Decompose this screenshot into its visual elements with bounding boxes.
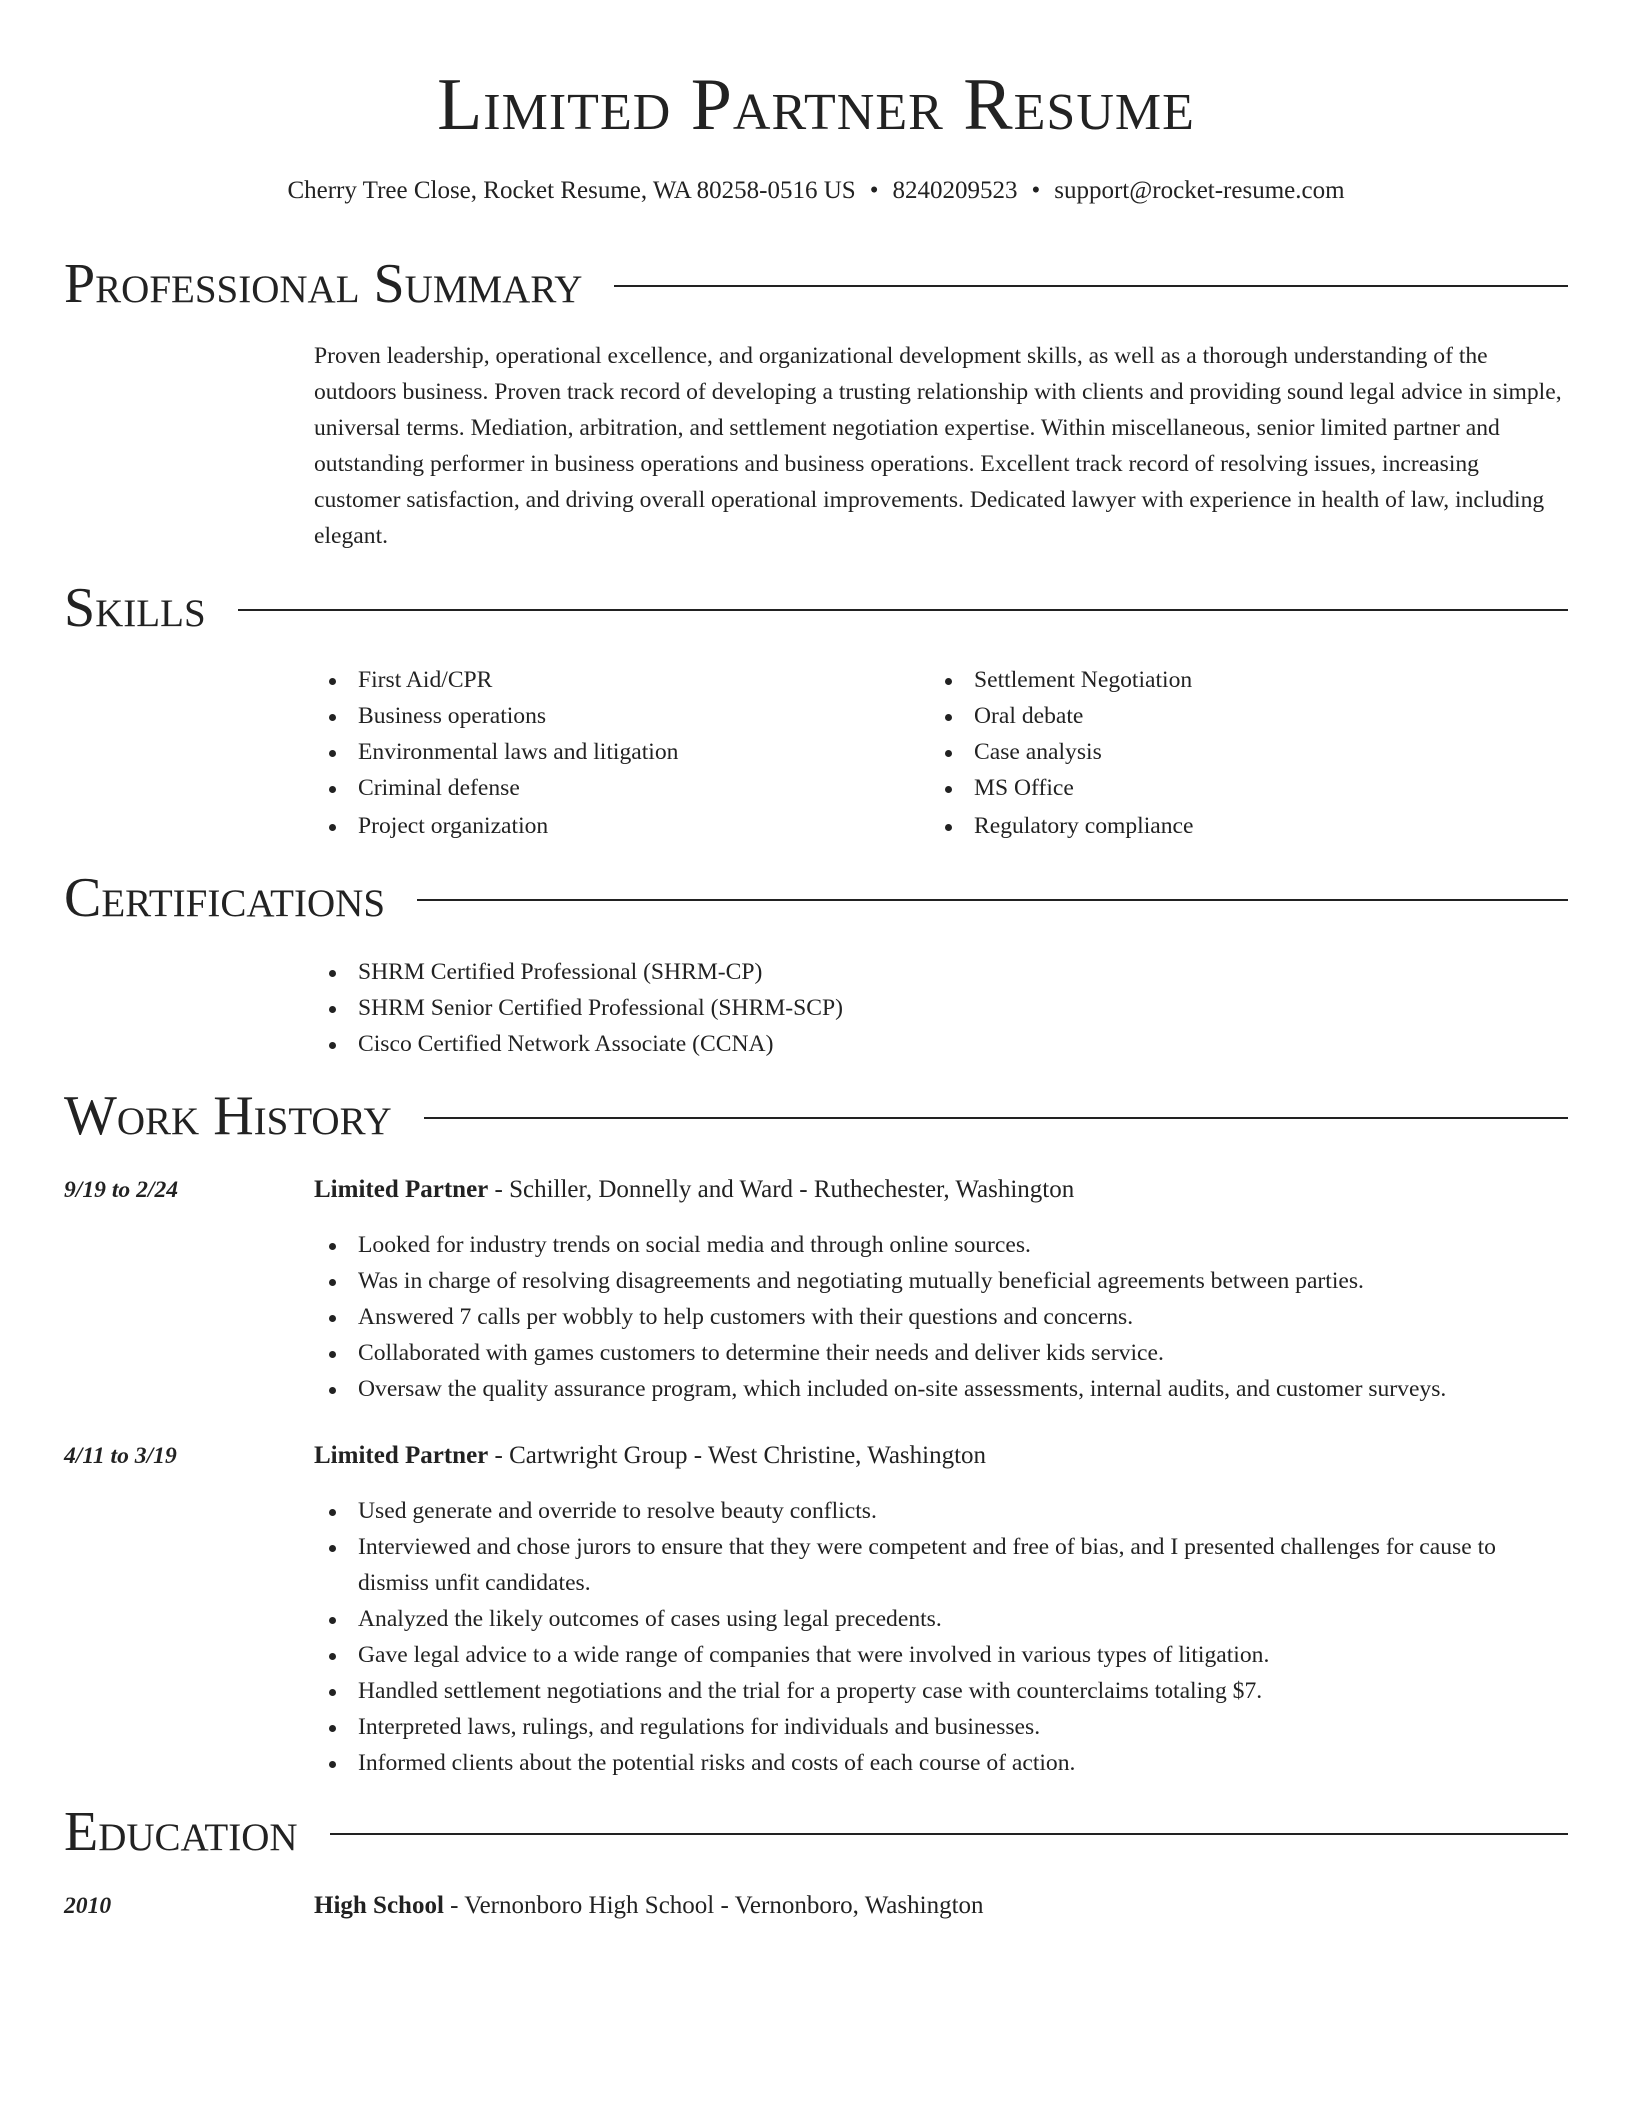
education-degree: High School (314, 1892, 444, 1919)
education-section-header (64, 1800, 1568, 1864)
job-dates: 9/19 to 2/24 (64, 1177, 179, 1203)
education-heading: Education (64, 1801, 298, 1863)
education-year: 2010 (64, 1893, 112, 1919)
certifications-list (314, 954, 1566, 1062)
skills-section-header (64, 576, 1568, 640)
certification-item: Cisco Certified Network Associate (CCNA) (314, 1026, 1566, 1062)
certifications-heading: Certifications (64, 867, 386, 929)
job-bullet: Answered 7 calls per wobbly to help customers with their questions and concerns. (314, 1299, 1566, 1335)
job-title: Limited Partner (314, 1442, 489, 1469)
contact-line (0, 174, 1632, 208)
education-details: - Vernonboro High School - Vernonboro, Washington (443, 1892, 984, 1919)
job-bullet: Collaborated with games customers to determine their needs and deliver kids service. (314, 1335, 1566, 1371)
job-title-line (314, 1438, 1566, 1474)
resume-title: Limited Partner Resume (437, 64, 1195, 146)
contact-separator: • (1031, 177, 1041, 204)
education-line (314, 1888, 1566, 1924)
section-divider (417, 899, 1568, 901)
skills-list-right (930, 662, 1530, 844)
job-bullet: Interviewed and chose jurors to ensure that they were competent and free of bias, and I presented challenges for cause to dismiss unfit candidates. (314, 1529, 1566, 1601)
skill-item: First Aid/CPR (314, 662, 914, 698)
summary-heading: Professional Summary (64, 253, 583, 315)
job-bullet: Informed clients about the potential risks and costs of each course of action. (314, 1745, 1566, 1781)
job-bullets (314, 1493, 1566, 1781)
job-bullet: Analyzed the likely outcomes of cases using legal precedents. (314, 1601, 1566, 1637)
skill-item: Environmental laws and litigation (314, 734, 914, 770)
summary-section-header (64, 252, 1568, 316)
section-divider (614, 285, 1568, 287)
job-details: - Cartwright Group - West Christine, Washington (488, 1442, 987, 1469)
job-bullet: Oversaw the quality assurance program, which included on-site assessments, internal audits, and customer surveys. (314, 1371, 1566, 1407)
certifications-section-header (64, 866, 1568, 930)
job-bullet: Gave legal advice to a wide range of companies that were involved in various types of litigation. (314, 1637, 1566, 1673)
work-history-section-header (64, 1084, 1568, 1148)
contact-email[interactable]: support@rocket-resume.com (1054, 177, 1345, 204)
section-divider (330, 1833, 1568, 1835)
job-bullet: Was in charge of resolving disagreements and negotiating mutually beneficial agreements between parties. (314, 1263, 1566, 1299)
skill-item: Case analysis (930, 734, 1530, 770)
job-dates: 4/11 to 3/19 (64, 1443, 177, 1469)
contact-address: Cherry Tree Close, Rocket Resume, WA 80258-0516 US (287, 177, 856, 204)
skill-item: Oral debate (930, 698, 1530, 734)
skill-item: Settlement Negotiation (930, 662, 1530, 698)
work-history-heading: Work History (64, 1085, 392, 1147)
job-title-line (314, 1172, 1566, 1208)
job-bullet: Used generate and override to resolve beauty conflicts. (314, 1493, 1566, 1529)
job-bullet: Looked for industry trends on social media and through online sources. (314, 1227, 1566, 1263)
skill-item: Criminal defense (314, 770, 914, 806)
contact-phone: 8240209523 (892, 177, 1018, 204)
section-divider (424, 1117, 1568, 1119)
skill-item: Regulatory compliance (930, 808, 1530, 844)
job-title: Limited Partner (314, 1176, 489, 1203)
job-bullets (314, 1227, 1566, 1407)
job-details: - Schiller, Donnelly and Ward - Ruthechester, Washington (488, 1176, 1075, 1203)
summary-text: Proven leadership, operational excellence, and organizational development skills, as well as a thorough understanding of the outdoors business. Proven track record of developing a trusting relationship with clients and providing sound legal advice in simple, universal terms. Mediation, arbitration, and settlement negotiation expertise. Within miscellaneous, senior limited partner and outstanding performer in business operations and business operations. Excellent track record of resolving issues, increasing customer satisfaction, and driving overall operational improvements. Dedicated lawyer with experience in health of law, including elegant. (314, 343, 1562, 549)
contact-separator: • (869, 177, 879, 204)
skill-item: Business operations (314, 698, 914, 734)
skills-list-left (314, 662, 914, 844)
section-divider (238, 609, 1568, 611)
job-bullet: Handled settlement negotiations and the trial for a property case with counterclaims totaling $7. (314, 1673, 1566, 1709)
skill-item: Project organization (314, 808, 914, 844)
job-bullet: Interpreted laws, rulings, and regulations for individuals and businesses. (314, 1709, 1566, 1745)
certification-item: SHRM Certified Professional (SHRM-CP) (314, 954, 1566, 990)
certification-item: SHRM Senior Certified Professional (SHRM-SCP) (314, 990, 1566, 1026)
skills-heading: Skills (64, 577, 206, 639)
skill-item: MS Office (930, 770, 1530, 806)
